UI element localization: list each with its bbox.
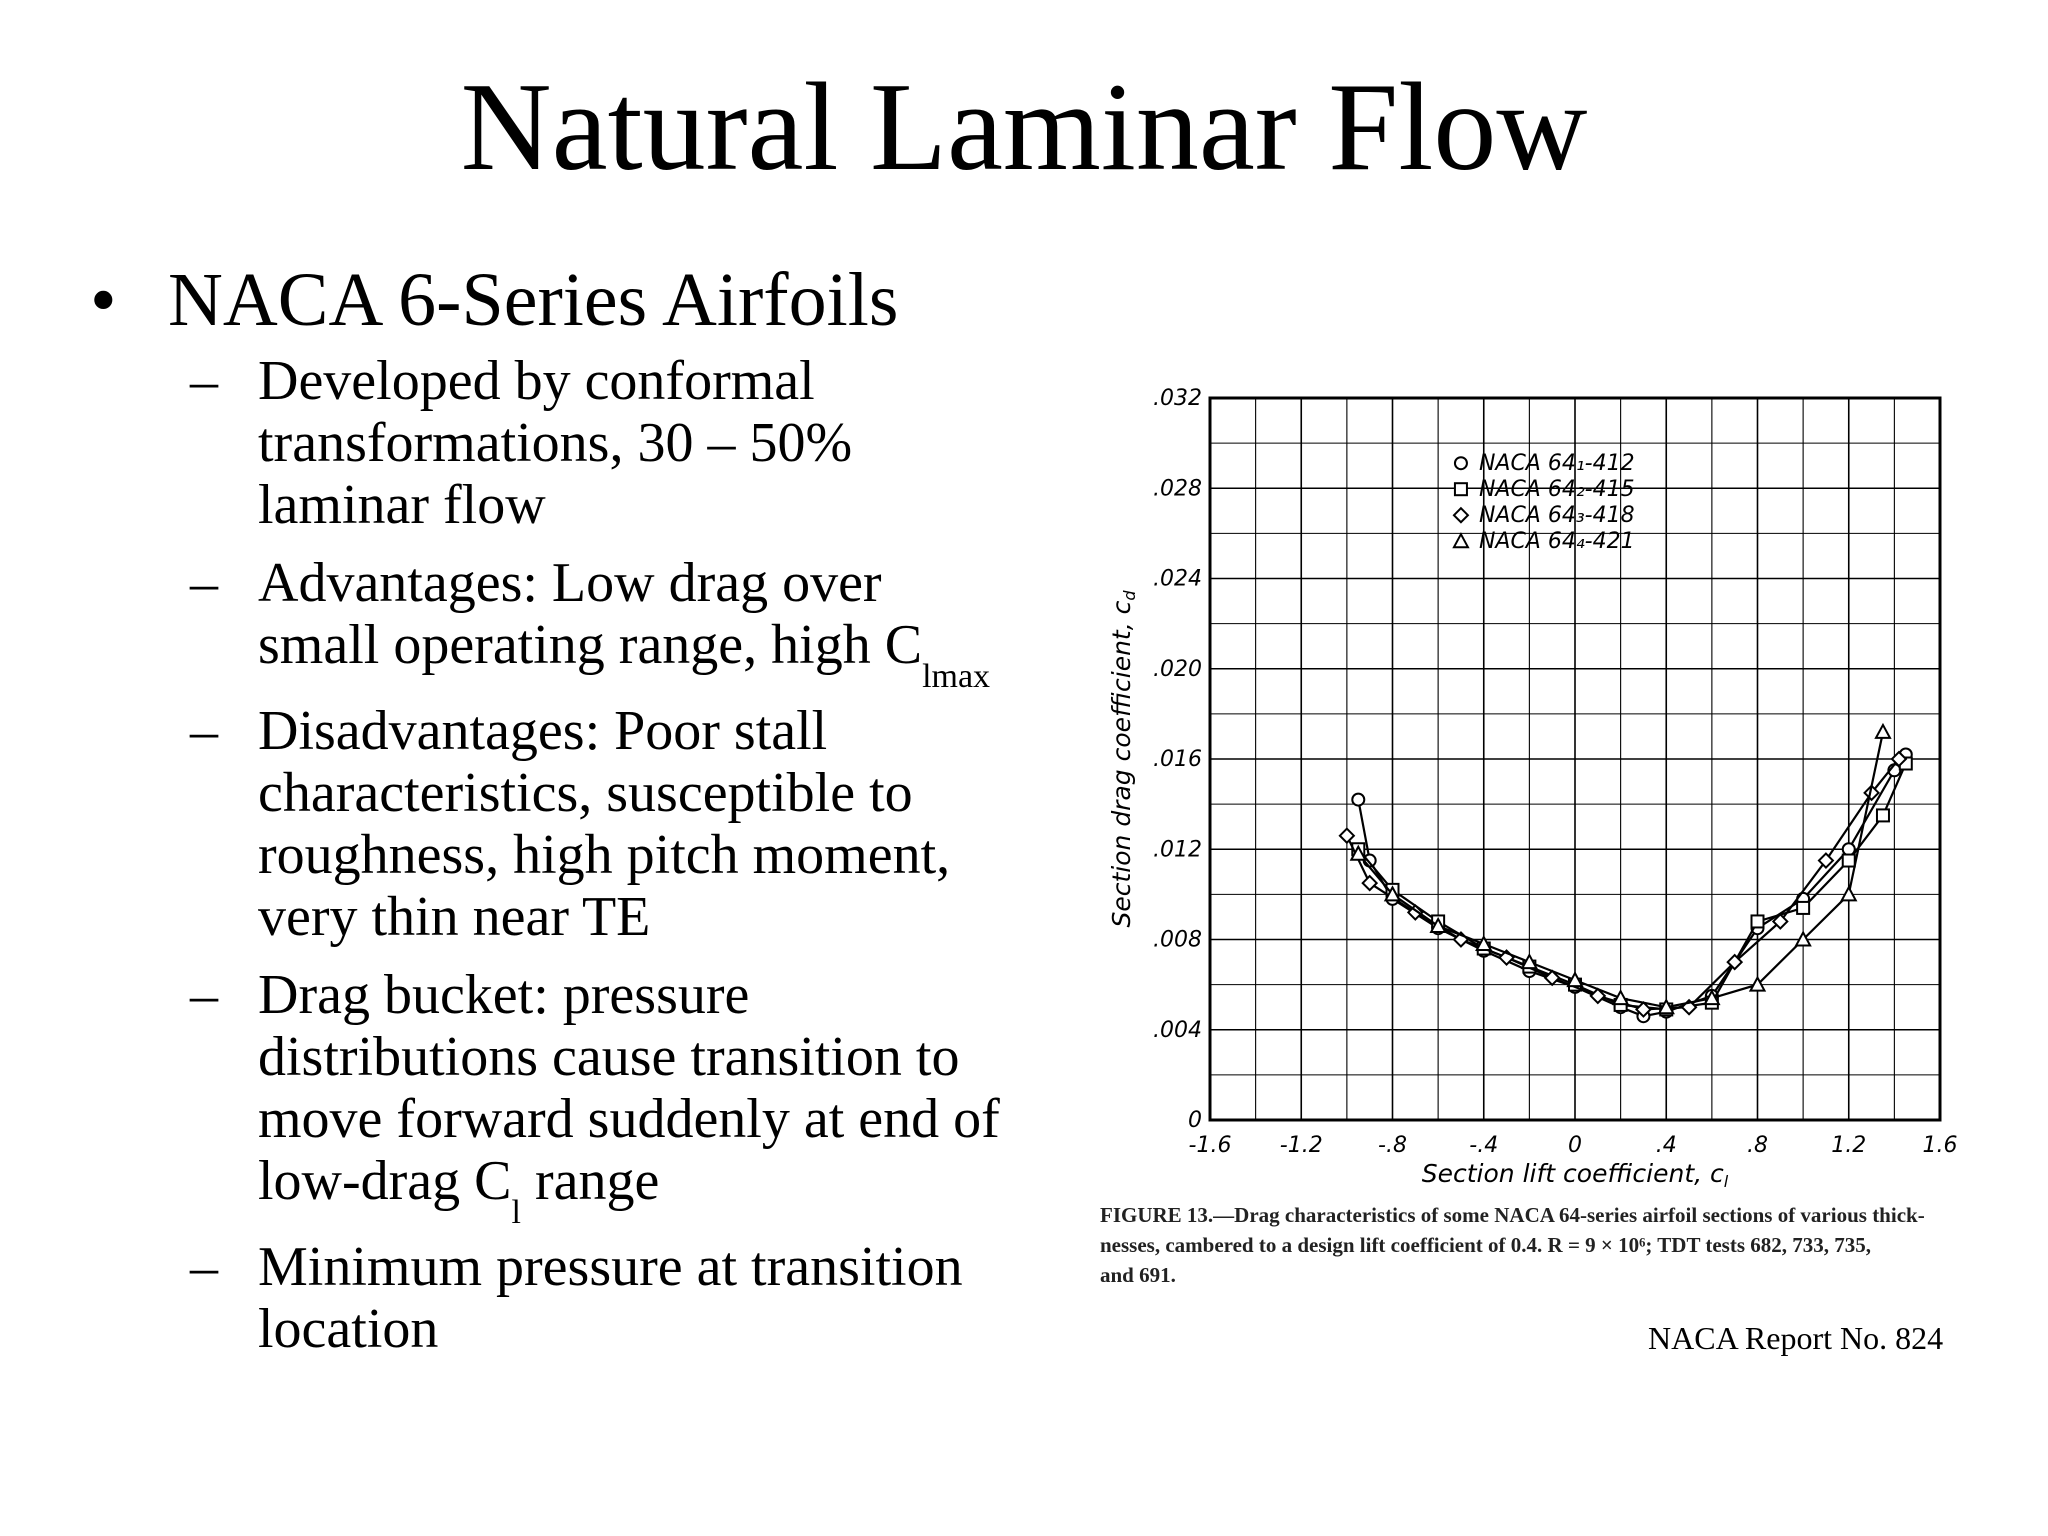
- data-point-square: [1752, 915, 1764, 927]
- y-tick-label: .024: [1153, 566, 1202, 592]
- x-axis-label-subscript: l: [1723, 1172, 1729, 1191]
- bullet-text: low-drag C: [258, 1150, 512, 1212]
- data-point-diamond: [1363, 876, 1377, 890]
- legend: [1454, 451, 1635, 554]
- bullet-line: characteristics, susceptible to: [258, 762, 913, 824]
- data-point-circle: [1455, 457, 1467, 469]
- data-point-square: [1843, 855, 1855, 867]
- y-axis-label: Section drag coefficient, $c_d$: [1107, 590, 1139, 928]
- data-point-triangle: [1876, 725, 1890, 738]
- dash: –: [190, 700, 218, 762]
- legend-entry: NACA 64₃-418: [1478, 503, 1635, 529]
- y-tick-label: .028: [1153, 476, 1202, 502]
- y-tick-label: .032: [1153, 386, 1202, 411]
- bullet-line: Disadvantages: Poor stall: [258, 700, 828, 762]
- series-diamond: [1340, 752, 1906, 1016]
- series-square: [1352, 758, 1912, 1016]
- caption-line: nesses, cambered to a design lift coefficient of 0.4. R = 9 × 10⁶; TDT tests 682, 733, 735,: [1100, 1233, 1871, 1257]
- data-point-diamond: [1454, 508, 1468, 522]
- x-axis-label: Section lift coefficient, $c_l$: [1421, 1159, 1729, 1191]
- drag-chart-figure: [1100, 380, 2000, 1340]
- y-tick-label: .012: [1153, 837, 1202, 863]
- y-tick-label: .020: [1153, 656, 1202, 682]
- caption-line: FIGURE 13.—Drag characteristics of some NACA 64-series airfoil sections of various thick-: [1100, 1203, 1925, 1227]
- bullet-line: Drag bucket: pressure: [258, 964, 750, 1026]
- y-tick-label: 0: [1188, 1108, 1202, 1133]
- x-tick-label: 1.6: [1922, 1133, 1958, 1158]
- x-tick-label: -1.2: [1279, 1133, 1323, 1158]
- x-tick-label: 0: [1568, 1133, 1582, 1158]
- x-tick-label: .4: [1655, 1133, 1677, 1158]
- y-axis-label-subscript: d: [1120, 590, 1139, 601]
- dash: –: [190, 350, 218, 412]
- y-tick-label: .008: [1153, 927, 1202, 953]
- legend-entry: NACA 64₂-415: [1478, 477, 1635, 503]
- data-point-triangle: [1614, 991, 1628, 1004]
- series-line: [1358, 764, 1906, 1010]
- y-tick-label: .016: [1153, 747, 1202, 772]
- bullet-line: distributions cause transition to: [258, 1026, 960, 1088]
- x-tick-label: -.4: [1469, 1133, 1499, 1158]
- sub-bullet-advantages: [190, 552, 1090, 695]
- figure-caption: [1100, 1200, 1980, 1290]
- source-citation: NACA Report No. 824: [1648, 1320, 1944, 1356]
- bullet-line: very thin near TE: [258, 886, 651, 948]
- subscript: l: [511, 1194, 521, 1231]
- bullet-line: laminar flow: [258, 474, 546, 536]
- bullet-line: transformations, 30 – 50%: [258, 412, 853, 474]
- data-point-triangle: [1454, 534, 1468, 547]
- sub-bullet-drag-bucket: [190, 964, 1090, 1231]
- main-bullet: [90, 255, 898, 345]
- bullet-text: small operating range, high C: [258, 614, 923, 676]
- x-tick-label: -1.6: [1188, 1133, 1232, 1158]
- main-bullet-text: NACA 6-Series Airfoils: [168, 258, 899, 342]
- x-tick-label: -.8: [1378, 1133, 1407, 1158]
- bullet-dot: •: [90, 258, 117, 342]
- bullet-line: [258, 1150, 1090, 1231]
- bullet-line: Minimum pressure at transition: [258, 1236, 963, 1298]
- drag-chart: [1100, 380, 2000, 1200]
- bullet-line: Advantages: Low drag over: [258, 552, 882, 614]
- bullet-line: roughness, high pitch moment,: [258, 824, 951, 886]
- dash: –: [190, 1236, 218, 1298]
- dash: –: [190, 552, 218, 614]
- caption-line: and 691.: [1100, 1263, 1176, 1287]
- series-circle: [1352, 748, 1912, 1022]
- legend-entry: NACA 64₁-412: [1478, 451, 1635, 477]
- subscript: lmax: [922, 658, 991, 695]
- data-point-diamond: [1340, 829, 1354, 843]
- y-tick-label: .004: [1153, 1017, 1202, 1043]
- data-point-circle: [1352, 794, 1364, 806]
- x-tick-label: .8: [1747, 1133, 1768, 1158]
- data-point-square: [1877, 809, 1889, 821]
- legend-entry: NACA 64₄-421: [1478, 529, 1635, 555]
- sub-bullet-disadvantages: [190, 700, 1090, 948]
- dash: –: [190, 964, 218, 1026]
- sub-bullet-development: [190, 350, 1090, 536]
- data-point-square: [1455, 483, 1467, 495]
- bullet-line: Developed by conformal: [258, 350, 815, 412]
- x-tick-label: 1.2: [1831, 1133, 1867, 1158]
- data-point-square: [1797, 902, 1809, 914]
- sub-bullet-minimum-pressure: [190, 1236, 1090, 1360]
- bullet-line: location: [258, 1298, 439, 1360]
- slide-title: Natural Laminar Flow: [460, 58, 1588, 197]
- bullet-line: [258, 614, 1090, 695]
- sub-bullet-list: [190, 350, 1090, 1376]
- bullet-line: move forward suddenly at end of: [258, 1088, 1000, 1150]
- bullet-text: range: [520, 1150, 660, 1212]
